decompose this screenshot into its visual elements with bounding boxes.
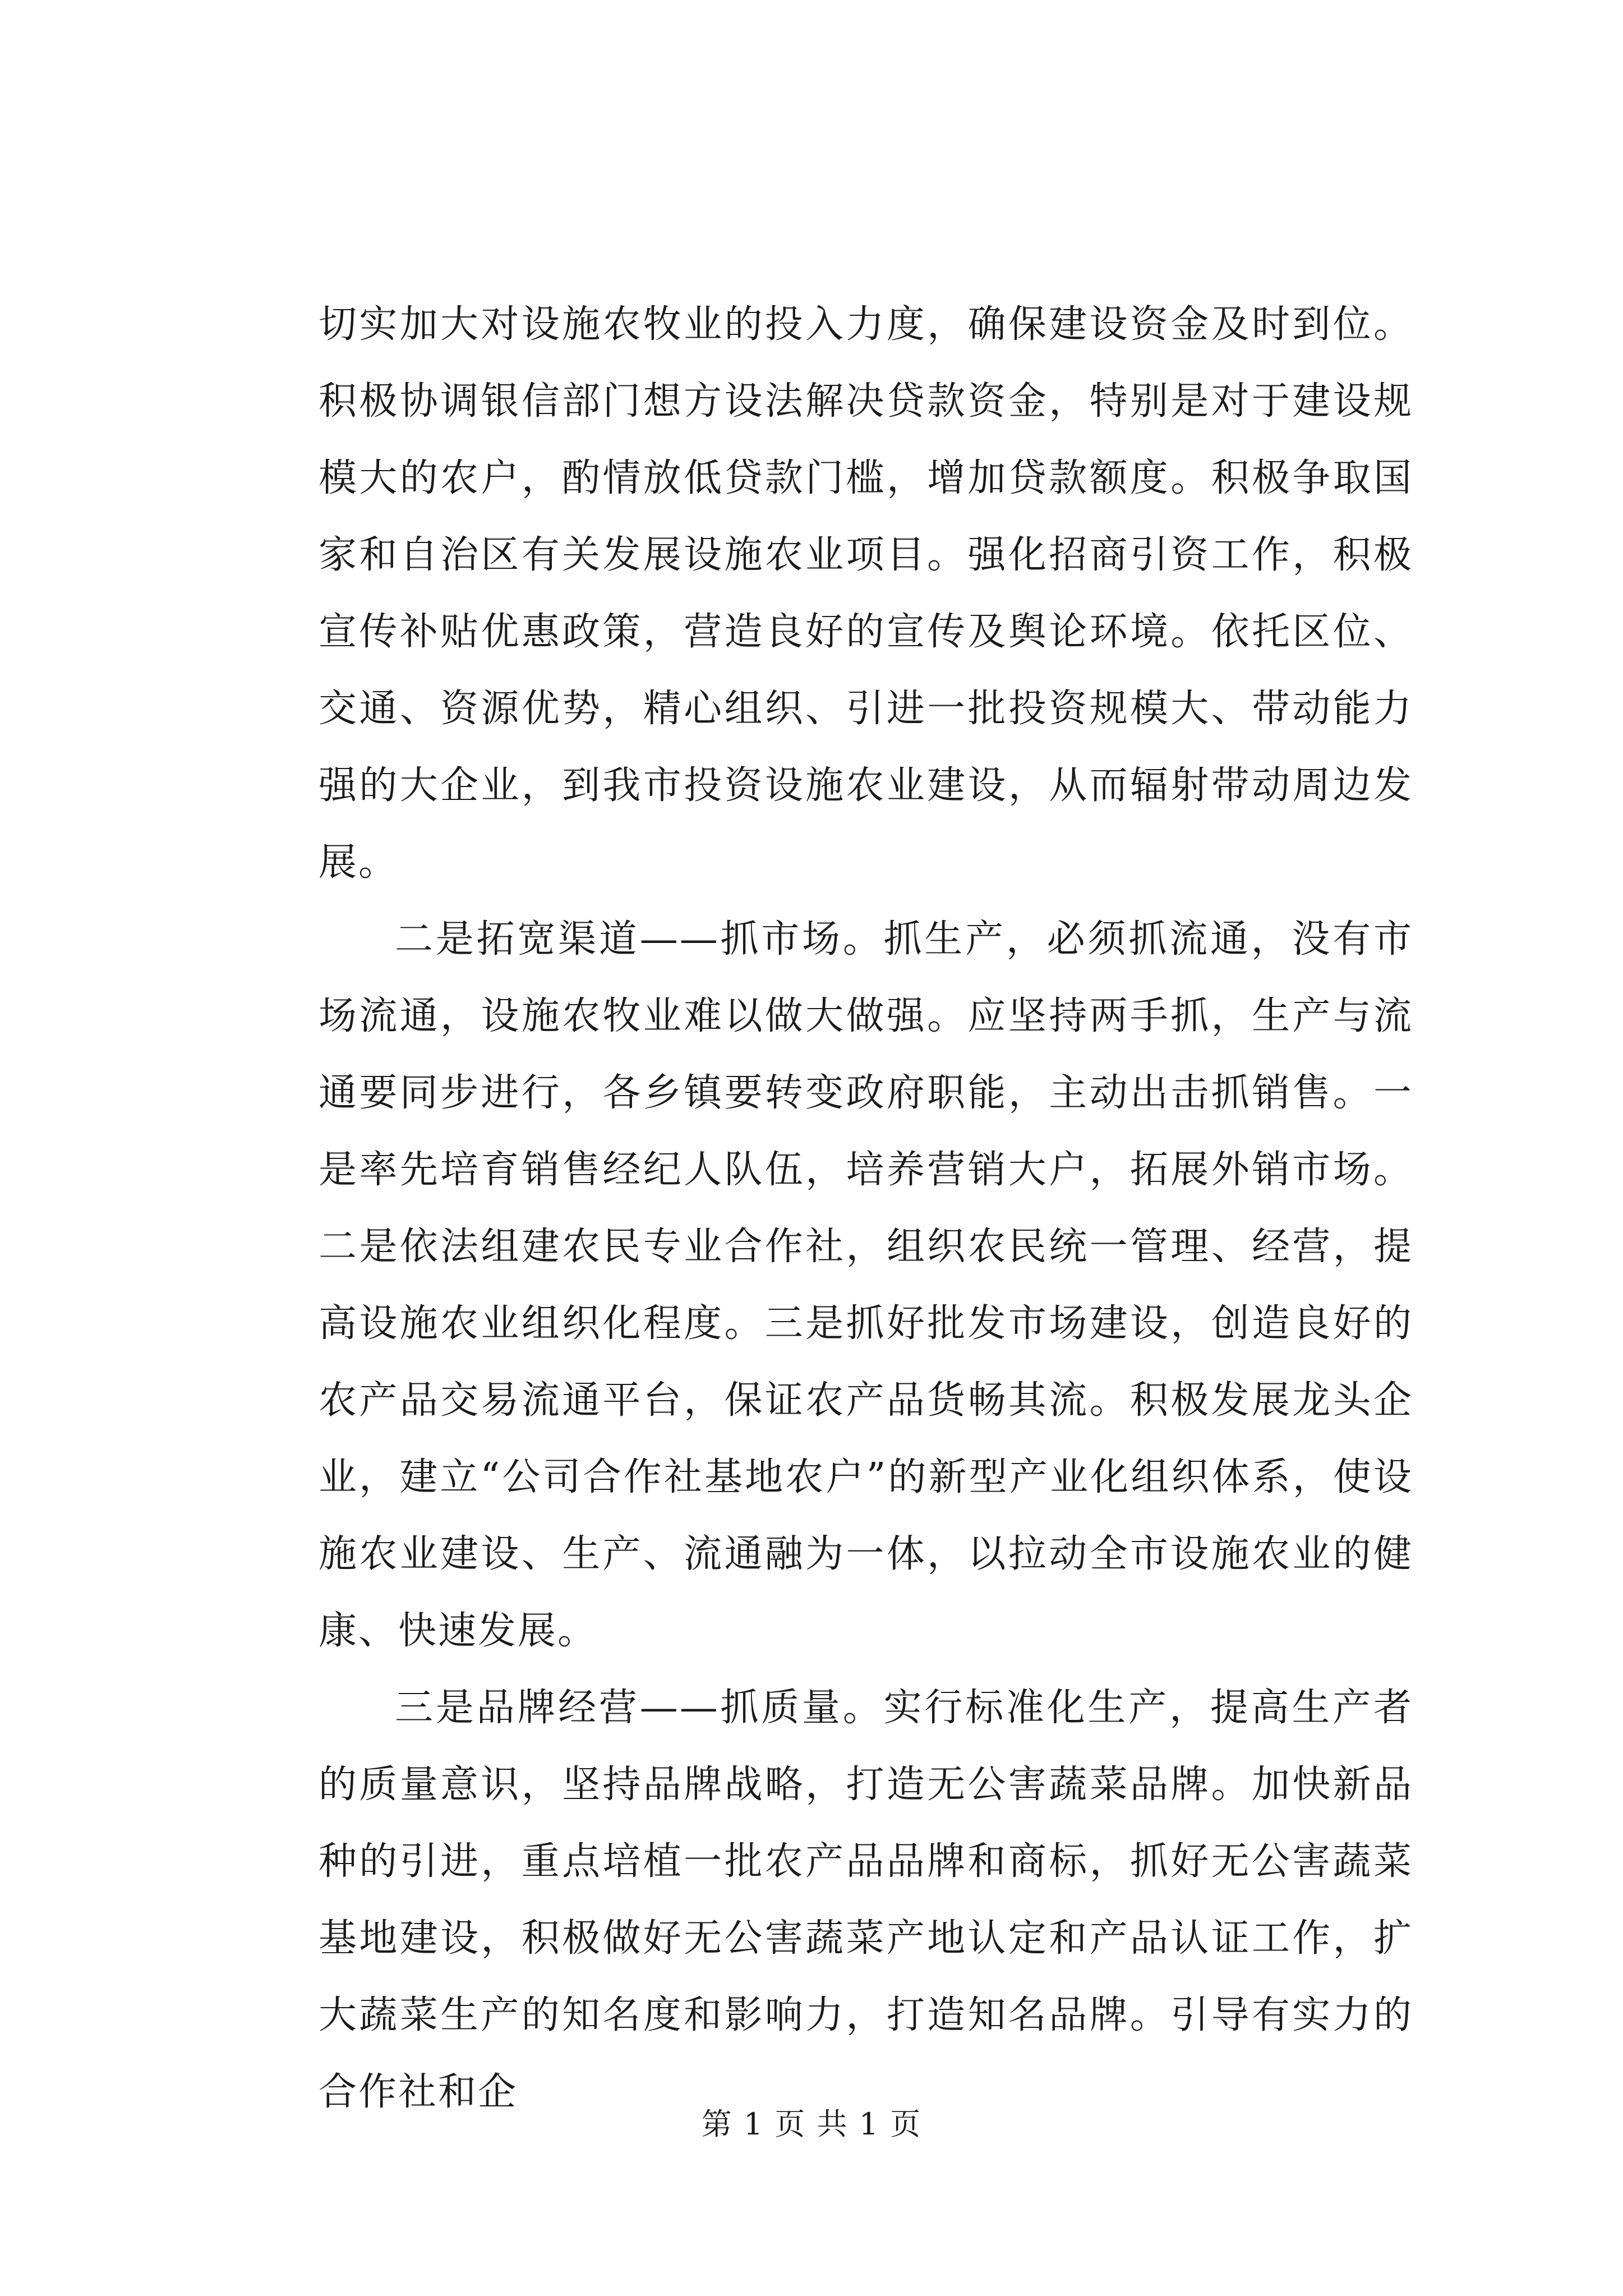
paragraph-3: 三是品牌经营——抓质量。实行标准化生产，提高生产者的质量意识，坚持品牌战略，打造无公害蔬菜品牌。加快新品种的引进，重点培植一批农产品品牌和商标，抓好无公害蔬菜基地建设，积极做好无公害蔬菜产地认定和产品认证工作，扩大蔬菜生产的知名度和影响力，打造知名品牌。引导有实力的合作社和企 xyxy=(319,1686,1413,2114)
paragraph-1: 切实加大对设施农牧业的投入力度，确保建设资金及时到位。积极协调银信部门想方设法解决贷款资金，特别是对于建设规模大的农户，酌情放低贷款门槛，增加贷款额度。积极争取国家和自治区有关发展设施农业项目。强化招商引资工作，积极宣传补贴优惠政策，营造良好的宣传及舆论环境。依托区位、交通、资源优势，精心组织、引进一批投资规模大、带动能力强的大企业，到我市投资设施农业建设，从而辐射带动周边发展。 xyxy=(319,302,1413,885)
document-body xyxy=(319,286,1413,2131)
page-footer: 第 1 页 共 1 页 xyxy=(701,2106,922,2142)
paragraph-2: 二是拓宽渠道——抓市场。抓生产，必须抓流通，没有市场流通，设施农牧业难以做大做强。应坚持两手抓，生产与流通要同步进行，各乡镇要转变政府职能，主动出击抓销售。一是率先培育销售经纪人队伍，培养营销大户，拓展外销市场。二是依法组建农民专业合作社，组织农民统一管理、经营，提高设施农业组织化程度。三是抓好批发市场建设，创造良好的农产品交易流通平台，保证农产品货畅其流。积极发展龙头企业，建立“公司合作社基地农户”的新型产业化组织体系，使设施农业建设、生产、流通融为一体，以拉动全市设施农业的健康、快速发展。 xyxy=(319,917,1413,1653)
